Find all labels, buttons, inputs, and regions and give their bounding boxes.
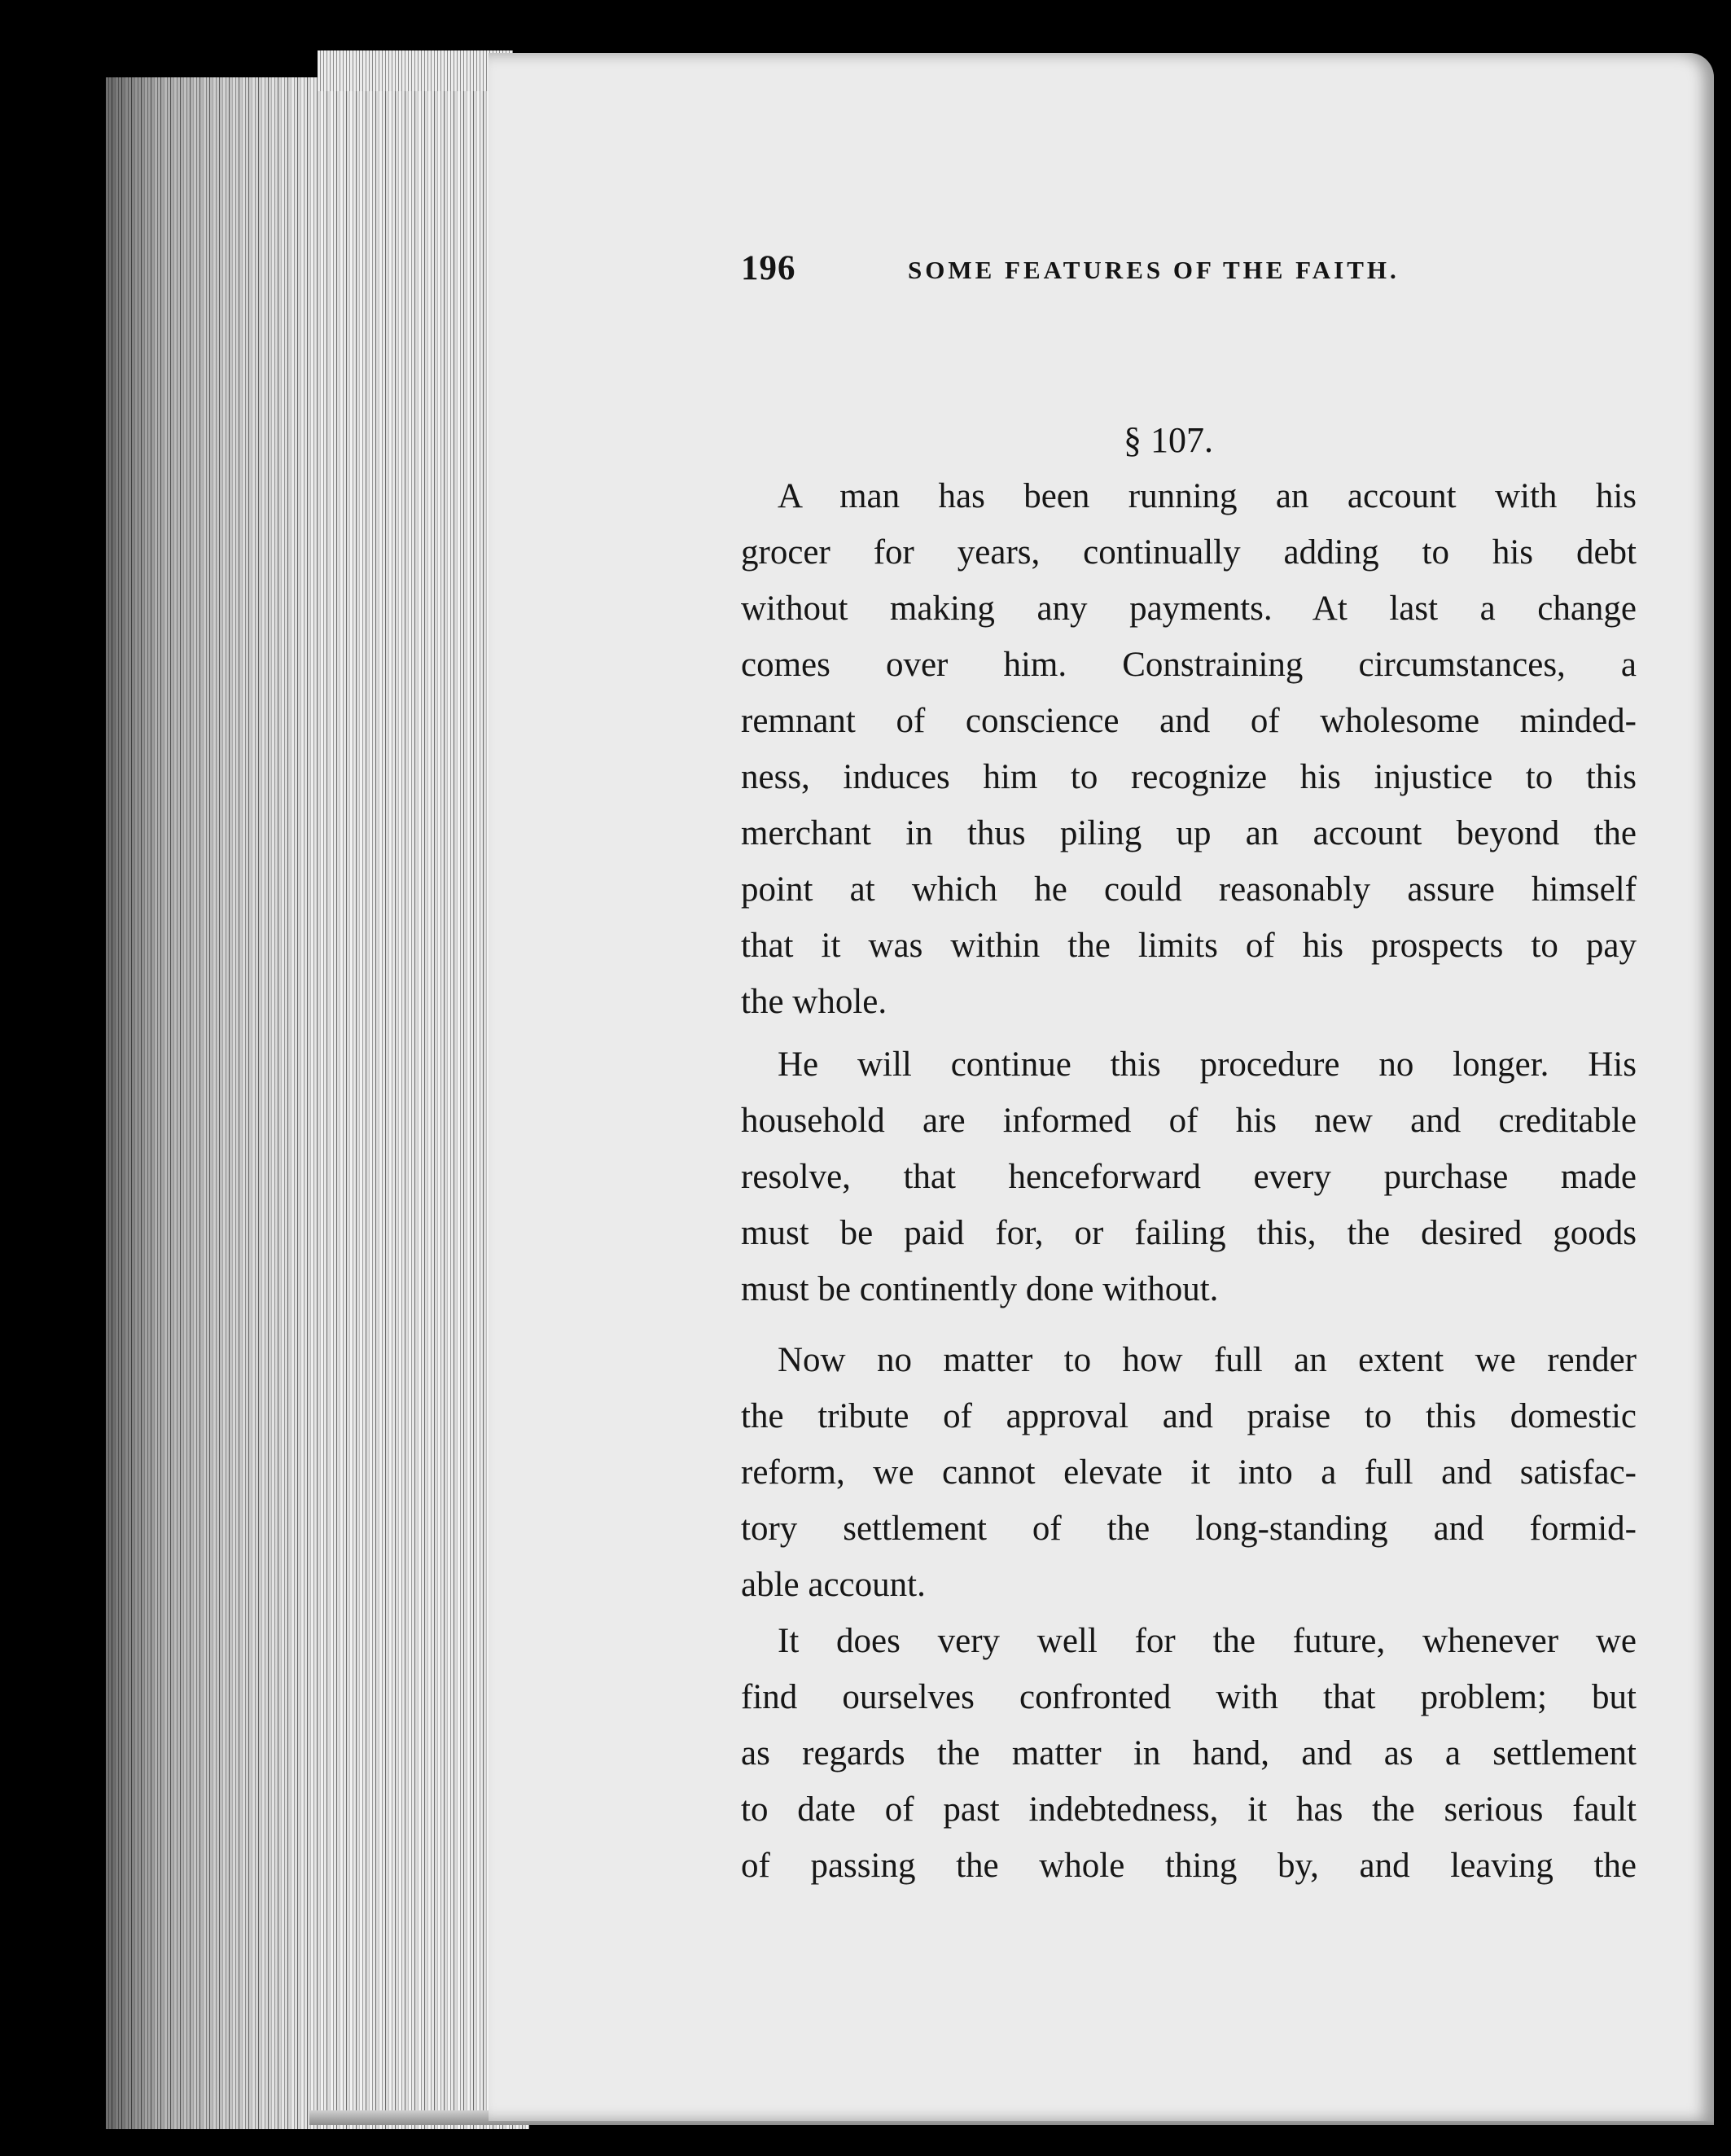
text-line: to date of past indebtedness, it has the serious fault — [741, 1790, 1637, 1829]
book-spine-shadow — [106, 77, 326, 2129]
text-line: He will continue this procedure no longer. His — [778, 1045, 1637, 1084]
text-line: A man has been running an account with his — [778, 477, 1637, 515]
text-line: comes over him. Constraining circumstances, a — [741, 646, 1637, 684]
page-number: 196 — [741, 249, 796, 287]
running-head — [741, 248, 1637, 297]
text-line: tory settlement of the long-standing and formid- — [741, 1510, 1637, 1548]
paragraph-3 — [741, 1332, 1637, 1613]
text-line: able account. — [741, 1566, 926, 1604]
text-line: point at which he could reasonably assure himself — [741, 870, 1637, 909]
text-line: of passing the whole thing by, and leaving the — [741, 1847, 1637, 1885]
text-line: the whole. — [741, 983, 887, 1021]
text-line: ness, induces him to recognize his injustice to this — [741, 758, 1637, 796]
text-line: that it was within the limits of his prospects to pay — [741, 927, 1637, 965]
text-line: grocer for years, continually adding to his debt — [741, 533, 1637, 572]
text-line: must be continently done without. — [741, 1270, 1219, 1308]
text-line: as regards the matter in hand, and as a settlement — [741, 1734, 1637, 1773]
text-line: the tribute of approval and praise to this domestic — [741, 1397, 1637, 1435]
book-title: SOME FEATURES OF THE FAITH. — [908, 256, 1400, 284]
text-line: reform, we cannot elevate it into a full and satisfac- — [741, 1453, 1637, 1492]
text-line: It does very well for the future, whenever we — [778, 1622, 1637, 1660]
book-page-edges-top — [318, 50, 513, 91]
text-line: Now no matter to how full an extent we render — [778, 1341, 1637, 1379]
text-line: find ourselves confronted with that problem; but — [741, 1678, 1637, 1716]
paragraph-4 — [741, 1613, 1637, 1894]
text-line: merchant in thus piling up an account beyond the — [741, 814, 1637, 852]
text-line: remnant of conscience and of wholesome minded- — [741, 702, 1637, 740]
paragraph-1 — [741, 468, 1637, 1030]
section-heading: § 107. — [1124, 420, 1213, 460]
paragraph-2 — [741, 1036, 1637, 1317]
text-line: household are informed of his new and creditable — [741, 1102, 1637, 1140]
text-line: without making any payments. At last a change — [741, 589, 1637, 628]
text-line: resolve, that henceforward every purchase made — [741, 1158, 1637, 1196]
text-line: must be paid for, or failing this, the desired goods — [741, 1214, 1637, 1252]
